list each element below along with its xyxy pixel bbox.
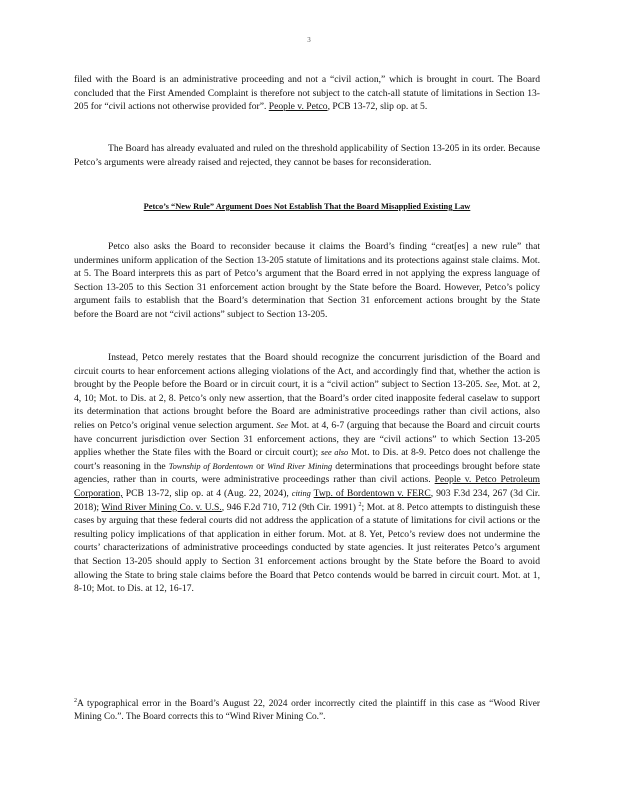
citation-petco: People v. Petco Petroleum Corporation, <box>74 474 540 499</box>
case-name-wind-river: Wind River Mining <box>267 461 333 471</box>
p4-text-c: Mot. at 4, 6-7 (arguing that because the Board and circuit courts have concurrent jurisdiction over Section 31 enforcement actions, they are “civil actions” to which Section 13-205 applies whether the State files with the Board or circuit court); <box>74 419 540 459</box>
p4-text-g: , 903 F.3d 234, 267 (3d Cir. 2018); <box>74 487 540 513</box>
signal-see-2: See <box>276 420 289 430</box>
p4-text-f: PCB 13-72, slip op. at 4 (Aug. 22, 2024), <box>125 487 289 499</box>
paragraph-1-tail: , PCB 13-72, slip op. at 5. <box>327 101 428 113</box>
citation-bordentown: Twp. of Bordentown v. FERC <box>313 487 431 499</box>
section-heading-text: Petco’s “New Rule” Argument Does Not Establish That the Board Misapplied Existing Law <box>143 202 471 211</box>
footnote-number: 2 <box>74 697 77 704</box>
section-heading <box>74 201 540 213</box>
case-citation: People v. Petco <box>268 101 328 113</box>
paragraph-2: The Board has already evaluated and ruled on the threshold applicability of Section 13-205 in its order. Because Petco’s arguments were already raised and rejected, they cannot be bases for reconsideration. <box>74 143 540 168</box>
footnote-marker: 2 <box>358 501 362 508</box>
signal-see-also: see also <box>321 448 349 458</box>
paragraph-3: Petco also asks the Board to reconsider because it claims the Board’s finding “creat[es] a new rule” that undermines uniform application of the Section 13-205 statute of limitations and its protections against stale claims. Mot. at 5. The Board interprets this as part of Petco’s argument that the Board erred in not applying the express language of Section 13-205 to this Section 31 enforcement action brought by the State before the Board. However, Petco’s policy argument fails to establish that the Board’s determination that Section 31 enforcement actions brought by the State before the Board are not “civil actions” subject to Section 13-205. <box>74 241 540 320</box>
p4-text-a: Instead, Petco merely restates that the Board should recognize the concurrent jurisdiction of the Board and circuit courts to hear enforcement actions alleging violations of the Act, and accordingly find that, whether the action is brought by the People before the Board or in circuit court, it is a “civil action” subject to Section 13-205. <box>74 352 540 391</box>
footnote <box>74 698 540 724</box>
page-number: 3 <box>307 36 311 44</box>
signal-citing: citing <box>291 488 311 498</box>
p4-or: or <box>256 460 265 472</box>
p4-text-b: , Mot. at 2, 4, 10; Mot. to Dis. at 2, 8. Petco’s only new assertion, that the Board’s order cited inapposite federal caselaw to support its determination that actions brought before the Board are administrative proceedings rather than civil actions, also relies on Petco’s original venue selection argument. <box>74 379 540 431</box>
paragraph-1 <box>74 73 540 114</box>
case-name-township: Township of Bordentown <box>168 461 254 471</box>
citation-wind-river: Wind River Mining Co. v. U.S. <box>101 501 222 513</box>
p4-text-h: , 946 F.2d 710, 712 (9th Cir. 1991) <box>221 501 356 513</box>
p4-text-i: ; Mot. at 8. Petco attempts to distinguish these cases by arguing that these federal courts did not address the application of a statute of limitations for civil actions or the resulting policy implications of that application in either forum. Mot. at 8. Yet, Petco’s review does not undermine the courts’ characterizations of administrative proceedings conducted by state agencies. It just reiterates Petco’s argument that Section 13-205 should apply to Section 31 enforcement actions brought by the State before the Board to avoid allowing the State to bring stale claims before the Board that Petco contends would be barred in circuit court. Mot. at 1, 8-10; Mot. to Dis. at 12, 16-17. <box>74 501 540 595</box>
signal-see: See <box>485 380 497 390</box>
p4-text-d: Mot. to Dis. at 8-9. Petco does not challenge the court’s reasoning in the <box>74 447 540 472</box>
footnote-text: A typographical error in the Board’s August 22, 2024 order incorrectly cited the plaintiff in this case as “Wood River Mining Co.”. The Board corrects this to “Wind River Mining Co.”. <box>74 699 540 722</box>
p4-text-e: determinations that proceedings brought before state agencies, rather than in courts, were administrative proceedings rather than civil actions. <box>74 460 540 486</box>
paragraph-1-text: filed with the Board is an administrative proceeding and not a “civil action,” which is brought in court. The Board concluded that the First Amended Complaint is therefore not subject to the catch-all statute of limitations in Section 13-205 for “civil actions not otherwise provided for”. <box>74 74 540 113</box>
paragraph-4 <box>74 351 540 596</box>
